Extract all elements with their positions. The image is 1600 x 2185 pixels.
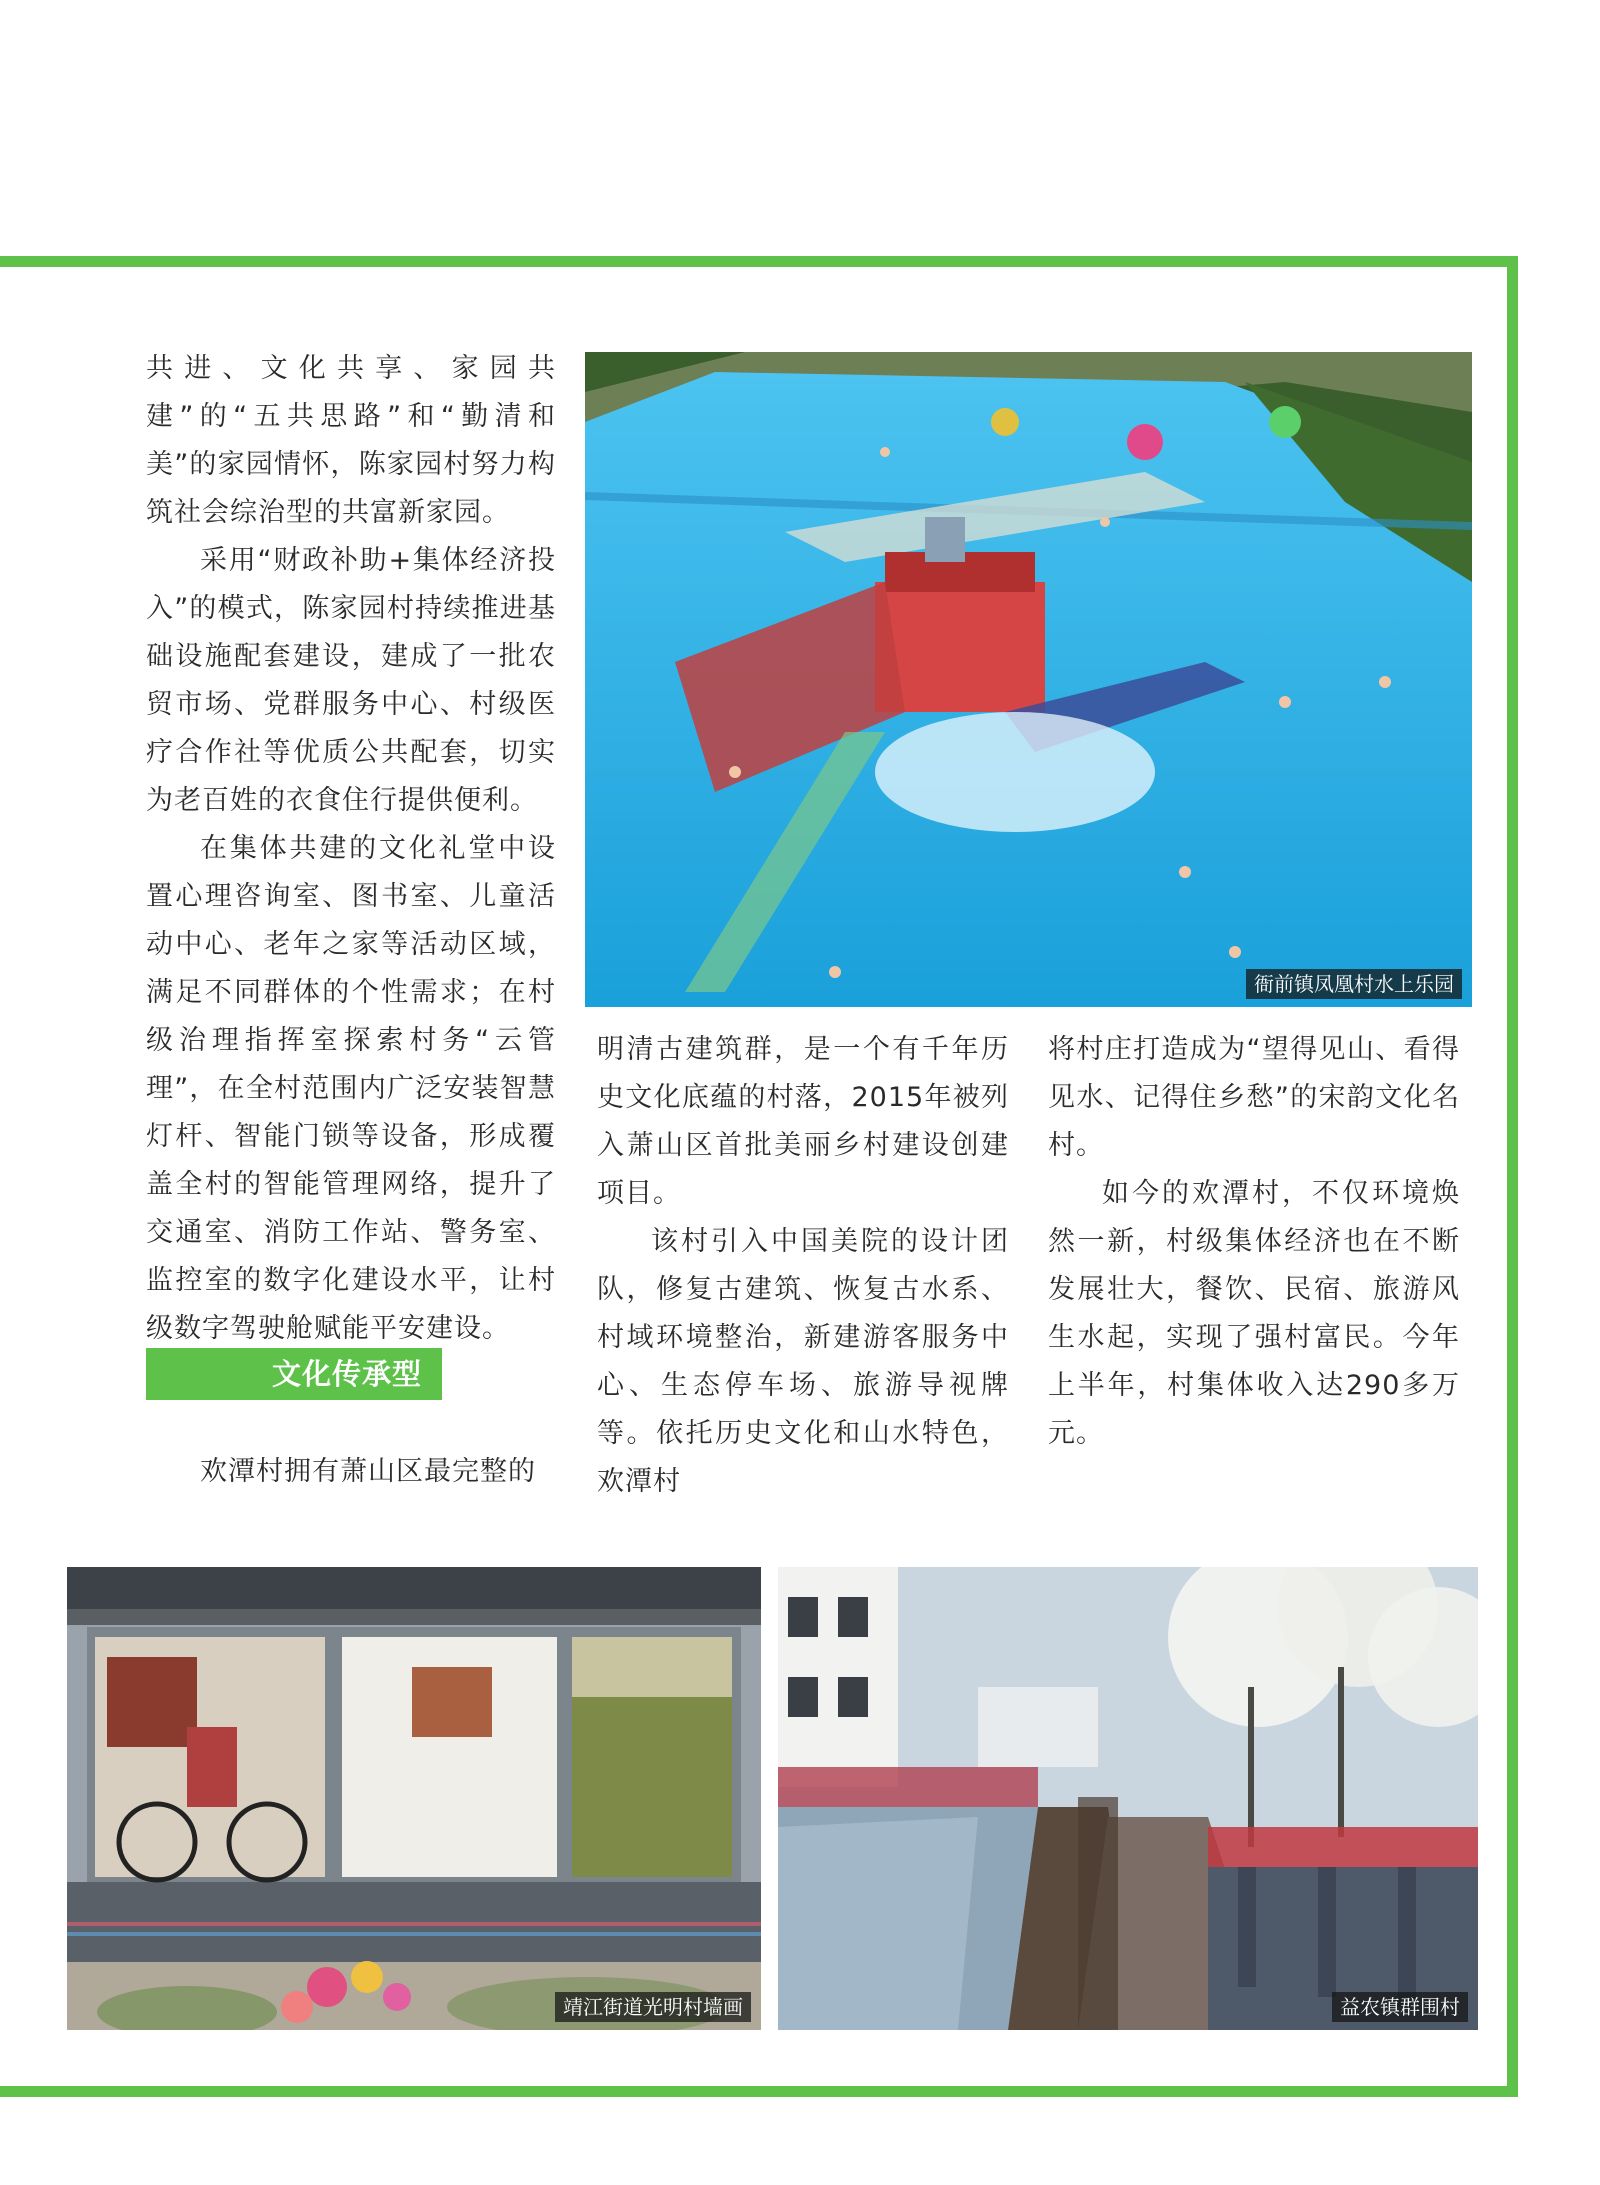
paragraph: 采用“财政补助+集体经济投入”的模式，陈家园村持续推进基础设施配套建设，建成了一批农贸市场、党群服务中心、村级医疗合作社等优质公共配套，切实为老百姓的衣食住行提供便利。 xyxy=(146,545,556,816)
paragraph: 共进、文化共享、家园共建”的“五共思路”和“勤清和美”的家园情怀，陈家园村努力构筑社会综治型的共富新家园。 xyxy=(146,353,556,528)
water-park-photo xyxy=(585,352,1472,1007)
paragraph: 明清古建筑群，是一个有千年历史文化底蕴的村落，2015年被列入萧山区首批美丽乡村建设创建项目。 xyxy=(597,1034,1009,1209)
paragraph: 在集体共建的文化礼堂中设置心理咨询室、图书室、儿童活动中心、老年之家等活动区域，满足不同群体的个性需求；在村级治理指挥室探索村务“云管理”，在全村范围内广泛安装智慧灯杆、智能门锁等设备，形成覆盖全村的智能管理网络，提升了交通室、消防工作站、警务室、监控室的数字化建设水平，让村级数字驾驶舱赋能平安建设。 xyxy=(146,833,556,1344)
left-text-column-lower xyxy=(146,1448,556,1496)
wall-mural-photo xyxy=(67,1567,761,2030)
section-heading: 文化传承型 xyxy=(146,1348,442,1400)
canal-village-photo xyxy=(778,1567,1478,2030)
paragraph: 将村庄打造成为“望得见山、看得见水、记得住乡愁”的宋韵文化名村。 xyxy=(1048,1034,1460,1161)
left-text-column xyxy=(146,345,556,1353)
paragraph: 欢潭村拥有萧山区最完整的 xyxy=(200,1456,536,1487)
photo-caption: 靖江街道光明村墙画 xyxy=(555,1992,751,2022)
photo-caption: 衙前镇凤凰村水上乐园 xyxy=(1246,969,1462,999)
middle-text-column xyxy=(597,1026,1009,1506)
paragraph: 该村引入中国美院的设计团队，修复古建筑、恢复古水系、村域环境整治，新建游客服务中心、生态停车场、旅游导视牌等。依托历史文化和山水特色，欢潭村 xyxy=(597,1226,1009,1497)
paragraph: 如今的欢潭村，不仅环境焕然一新，村级集体经济也在不断发展壮大，餐饮、民宿、旅游风生水起，实现了强村富民。今年上半年，村集体收入达290多万元。 xyxy=(1048,1178,1460,1449)
photo-caption: 益农镇群围村 xyxy=(1332,1992,1468,2022)
right-text-column xyxy=(1048,1026,1460,1458)
